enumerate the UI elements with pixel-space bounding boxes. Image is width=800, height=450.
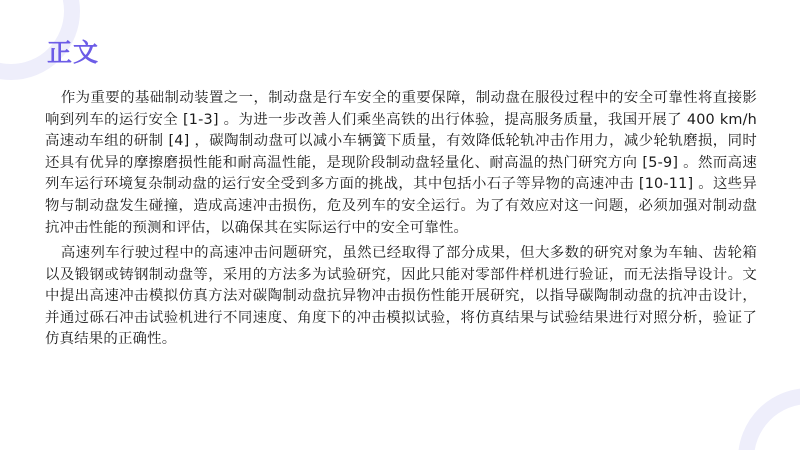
decorative-ring-bottom-right: [738, 388, 800, 450]
slide-title: 正文: [47, 38, 100, 67]
body-paragraph-2: 高速列车行驶过程中的高速冲击问题研究，虽然已经取得了部分成果，但大多数的研究对象为车轴、齿轮箱以及锻钢或铸钢制动盘等，采用的方法多为试验研究，因此只能对零部件样机进行验证，而无法指导设计。文中提出高速冲击模拟仿真方法对碳陶制动盘抗异物冲击损伤性能开展研究，以指导碳陶制动盘的抗冲击设计，并通过砾石冲击试验机进行不同速度、角度下的冲击模拟试验，将仿真结果与试验结果进行对照分析，验证了仿真结果的正确性。: [45, 245, 757, 348]
body-paragraph-1: 作为重要的基础制动装置之一，制动盘是行车安全的重要保障，制动盘在服役过程中的安全可靠性将直接影响到列车的运行安全 [1-3] 。为进一步改善人们乘坐高铁的出行体验，提高服务质量，我国开展了 400 km/h 高速动车组的研制 [4] ，碳陶制动盘可以减小车辆簧下质量，有效降低轮轨冲击作用力，减少轮轨磨损，同时还具有优异的摩擦磨损性能和耐高温性能，是现阶段制动盘轻量化、耐高温的热门研究方向 [5-9] 。然而高速列车运行环境复杂制动盘的运行安全受到多方面的挑战，其中包括小石子等异物的高速冲击 [10-11] 。这些异物与制动盘发生碰撞，造成高速冲击损伤，危及列车的安全运行。为了有效应对这一问题，必须加强对制动盘抗冲击性能的预测和评估，以确保其在实际运行中的安全可靠性。: [45, 90, 757, 236]
